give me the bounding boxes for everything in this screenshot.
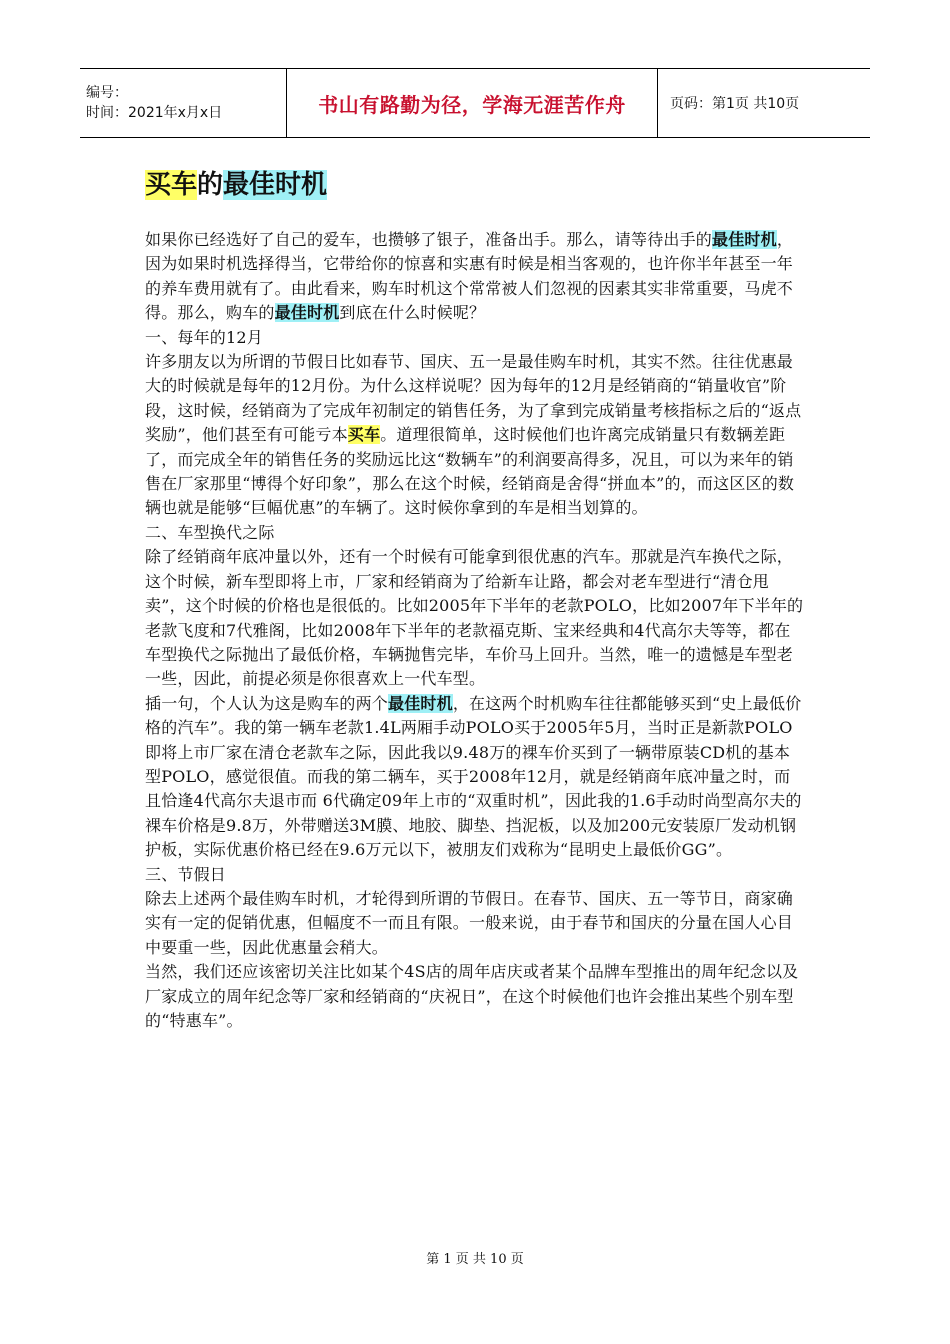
text-run: 如果你已经选好了自己的爱车，也攒够了银子，准备出手。那么，请等待出手的	[145, 230, 713, 249]
title-part-2: 的	[197, 170, 224, 200]
motto-text: 书山有路勤为径，学海无涯苦作舟	[318, 92, 626, 117]
highlight-term: 买车	[347, 425, 381, 445]
title-part-3: 最佳时机	[223, 170, 328, 200]
number-label: 编号：	[86, 85, 128, 101]
paragraph-december	[145, 350, 805, 521]
text-run: ，在这两个时机购车往往都能够买到“史上最低价格的汽车”。我的第一辆车老款1.4L两厢手动POLO买于2005年5月，当时正是新款POLO即将上市厂家在清仓老款车之际，因此我以9.48万的裸车价买到了一辆带原装CD机的基本型POLO，感觉很值。而我的第二辆车，买于2008年12月，就是经销商年底冲量之时，而且恰逢4代高尔夫退市而 6代确定09年上市的“双重时机”，因此我的1.6手动时尚型高尔夫的裸车价格是9.8万，外带赠送3M膜、地胶、脚垫、挡泥板，以及加200元安装原厂发动机钢护板，实际优惠价格已经在9.6万元以下，被朋友们戏称为“昆明史上最低价GG”。	[145, 693, 802, 860]
text-run: 到底在什么时候呢？	[339, 303, 486, 323]
page-footer: 第 1 页 共 10 页	[426, 1252, 524, 1267]
page-info-text: 页码：第1页 共10页	[670, 96, 800, 112]
header-meta	[80, 69, 286, 137]
time-label: 时间：2021年x月x日	[86, 105, 223, 121]
text-run: 。道理很简单，这时候他们也许离完成销量只有数辆差距了，而完成全年的销售任务的奖励远比这“数辆车”的利润要高得多，况且，可以为来年的销售在厂家那里“博得个好印象”，那么在这个时候，经销商是舍得“拼血本”的，而这区区的数辆也就是能够“巨幅优惠”的车辆了。这时候你拿到的车是相当划算的。	[145, 425, 795, 518]
article-body	[145, 228, 805, 1033]
paragraph-holidays: 除去上述两个最佳购车时机，才轮得到所谓的节假日。在春节、国庆、五一等节日，商家确实有一定的促销优惠，但幅度不一而且有限。一般来说，由于春节和国庆的分量在国人心目中要重一些，因此优惠量会稍大。	[145, 888, 794, 957]
paragraph-intro	[145, 228, 805, 326]
highlight-term: 最佳时机	[712, 230, 777, 249]
text-run: ，因为如果时机选择得当，它带给你的惊喜和实惠有时候是相当客观的，也许你半年甚至一年的养车费用就有了。由此看来，购车时机这个常常被人们忽视的因素其实非常重要，马虎不得。那么，购车的	[145, 230, 794, 323]
title-part-1: 买车	[145, 170, 198, 200]
text-run: 许多朋友以为所谓的节假日比如春节、国庆、五一是最佳购车时机，其实不然。往往优惠最大的时候就是每年的12月份。为什么这样说呢？因为每年的12月是经销商的“销量收官”阶段，这时候，经销商为了完成年初制定的销售任务，为了拿到完成销量考核指标之后的“返点奖励”，他们甚至有可能亏本	[145, 352, 802, 445]
highlight-term: 最佳时机	[274, 303, 340, 323]
header-motto-cell	[286, 69, 658, 137]
paragraph-anniversary: 当然，我们还应该密切关注比如某个4S店的周年店庆或者某个品牌车型推出的周年纪念以及厂家成立的周年纪念等厂家和经销商的“庆祝日”，在这个时候他们也许会推出某些个别车型的“特惠车”。	[145, 962, 799, 1030]
section-heading-3: 三、节假日	[145, 864, 227, 884]
document-header	[80, 68, 870, 138]
text-run: 插一句，个人认为这是购车的两个	[145, 693, 389, 713]
highlight-term: 最佳时机	[388, 693, 453, 713]
header-page-info	[658, 69, 870, 137]
section-heading-1: 一、每年的12月	[145, 327, 263, 347]
section-heading-2: 二、车型换代之际	[145, 522, 275, 542]
page-title	[145, 166, 327, 204]
paragraph-model-change: 除了经销商年底冲量以外，还有一个时候有可能拿到很优惠的汽车。那就是汽车换代之际，这个时候，新车型即将上市，厂家和经销商为了给新车让路，都会对老车型进行“清仓甩卖”，这个时候的价格也是很低的。比如2005年下半年的老款POLO，比如2007年下半年的老款飞度和7代雅阁，比如2008年下半年的老款福克斯、宝来经典和4代高尔夫等等，都在车型换代之际抛出了最低价格，车辆抛售完毕，车价马上回升。当然，唯一的遗憾是车型老一些，因此，前提必须是你很喜欢上一代车型。	[145, 547, 804, 689]
paragraph-personal	[145, 692, 805, 863]
